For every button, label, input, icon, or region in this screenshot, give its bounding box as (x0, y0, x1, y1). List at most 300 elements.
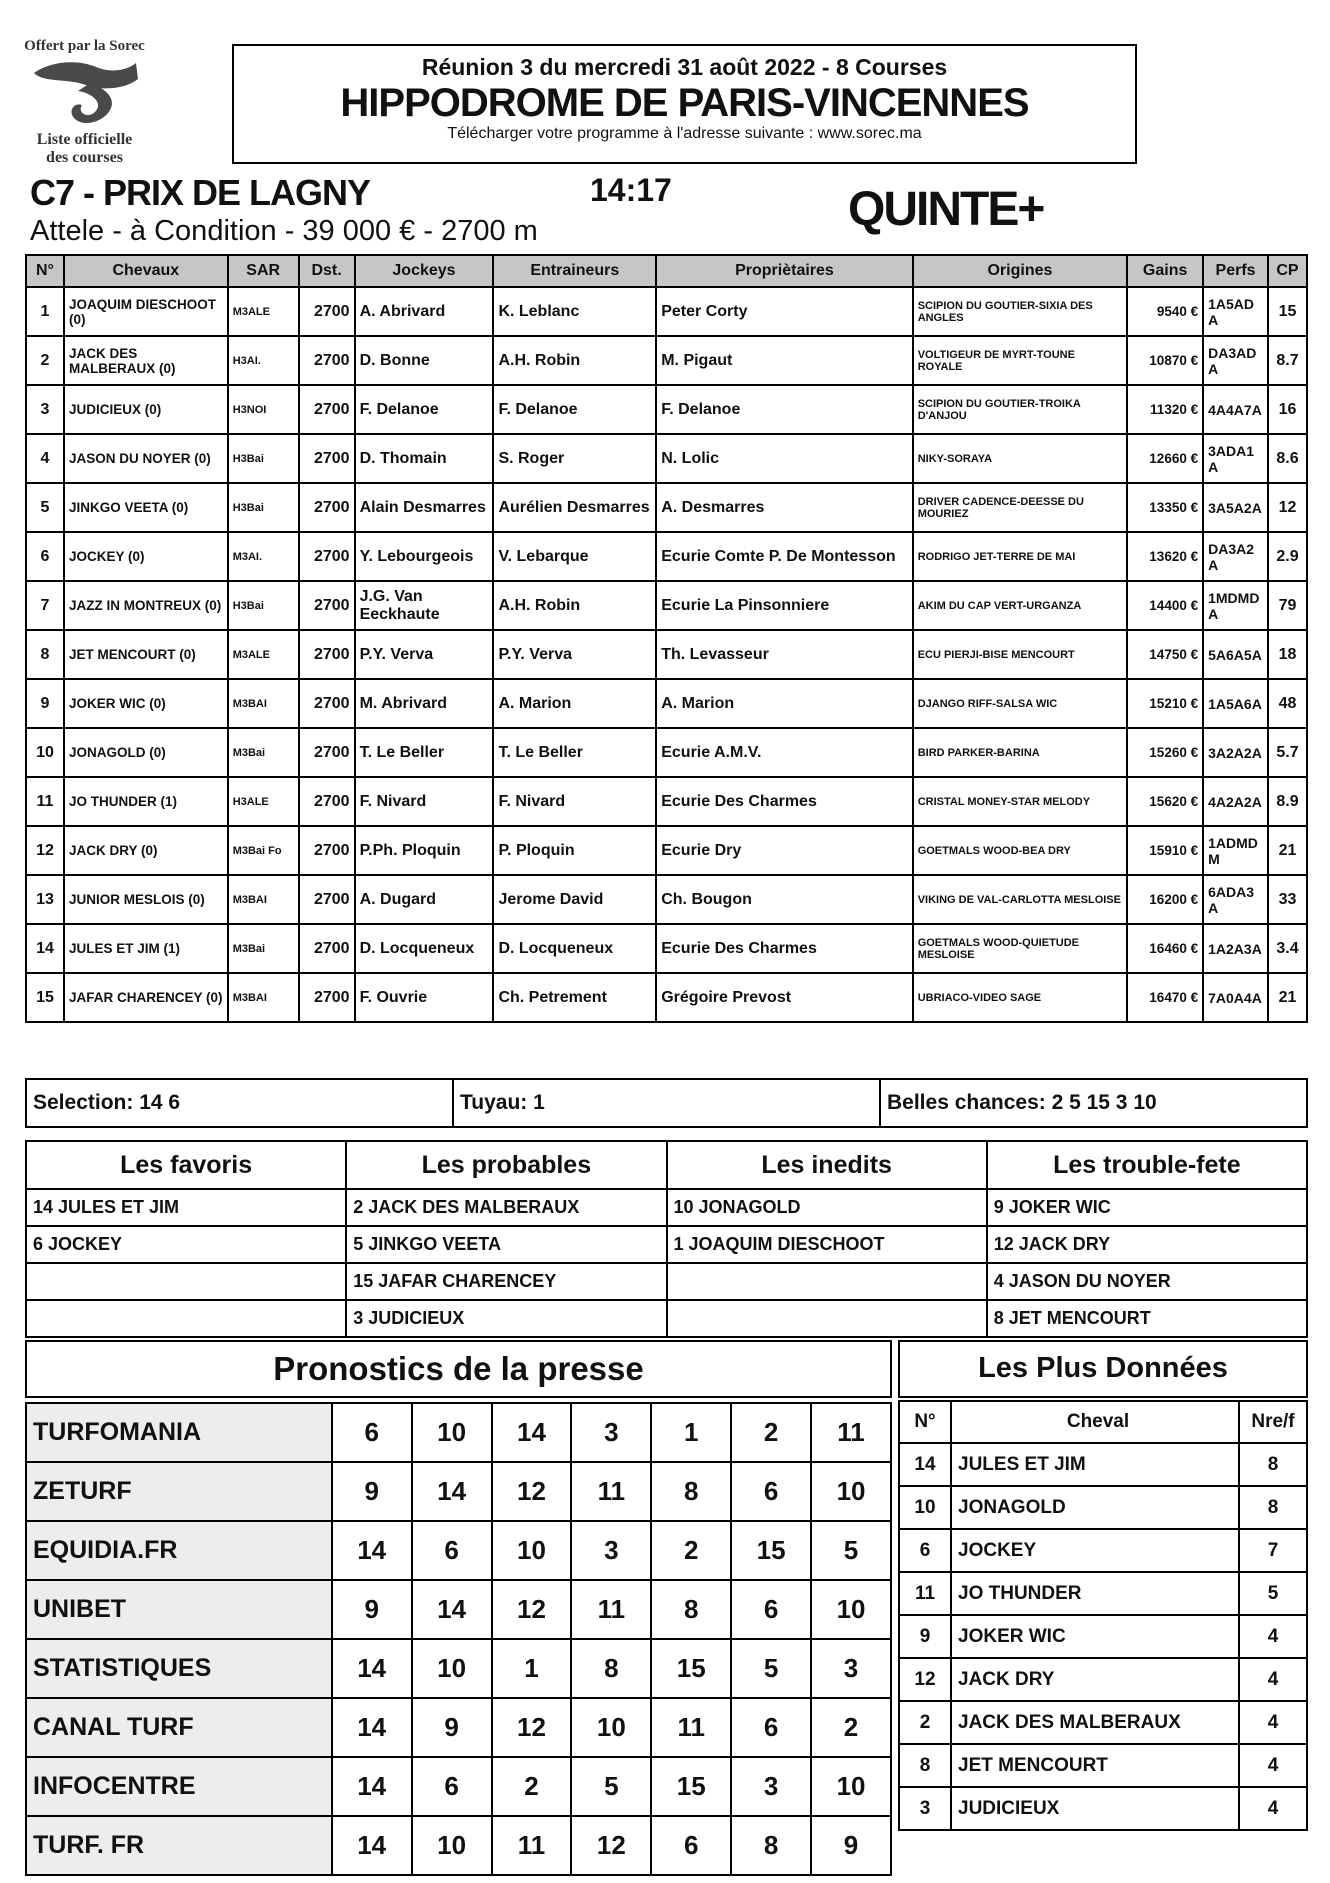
perfs-value: 4A2A2A (1203, 777, 1268, 826)
cp-value: 2.9 (1268, 532, 1307, 581)
runner-number: 6 (26, 532, 64, 581)
belles-chances-cell: Belles chances: 2 5 15 3 10 (880, 1079, 1307, 1127)
owner-name: Ecurie A.M.V. (656, 728, 912, 777)
cp-value: 21 (1268, 973, 1307, 1022)
press-table (25, 1402, 892, 1876)
press-pick-number: 5 (811, 1521, 891, 1580)
jockey-name: T. Le Beller (355, 728, 494, 777)
horse-name: JAZZ IN MONTREUX (0) (64, 581, 228, 630)
origins-value: GOETMALS WOOD-QUIETUDE MESLOISE (913, 924, 1128, 973)
pick-cell: 6 JOCKEY (26, 1226, 346, 1263)
press-pick-number: 8 (571, 1639, 651, 1698)
trainer-name: Aurélien Desmarres (493, 483, 656, 532)
gains-value: 15210 € (1127, 679, 1203, 728)
runner-number: 11 (26, 777, 64, 826)
press-pick-number: 14 (332, 1521, 412, 1580)
most-given-horse: JACK DES MALBERAUX (951, 1701, 1239, 1744)
horse-name: JUNIOR MESLOIS (0) (64, 875, 228, 924)
origins-value: NIKY-SORAYA (913, 434, 1128, 483)
column-header: SAR (228, 255, 299, 287)
runner-number: 15 (26, 973, 64, 1022)
most-given-count: 4 (1239, 1658, 1307, 1701)
press-row (26, 1757, 891, 1816)
selection-bar (25, 1078, 1308, 1128)
most-given-row (899, 1572, 1307, 1615)
press-pick-number: 8 (731, 1816, 811, 1875)
most-given-number: 10 (899, 1486, 951, 1529)
trainer-name: P.Y. Verva (493, 630, 656, 679)
press-pick-number: 10 (571, 1698, 651, 1757)
picks-row (26, 1226, 1307, 1263)
press-pick-number: 9 (412, 1698, 492, 1757)
cp-value: 18 (1268, 630, 1307, 679)
runner-row (26, 924, 1307, 973)
gains-value: 15910 € (1127, 826, 1203, 875)
origins-value: VIKING DE VAL-CARLOTTA MESLOISE (913, 875, 1128, 924)
press-pick-number: 5 (731, 1639, 811, 1698)
gains-value: 13620 € (1127, 532, 1203, 581)
press-pick-number: 2 (651, 1521, 731, 1580)
press-pick-number: 9 (332, 1462, 412, 1521)
press-pick-number: 14 (332, 1639, 412, 1698)
runner-number: 4 (26, 434, 64, 483)
cp-value: 33 (1268, 875, 1307, 924)
distance-value: 2700 (299, 434, 355, 483)
runners-table (25, 254, 1308, 1023)
runner-number: 5 (26, 483, 64, 532)
gains-value: 10870 € (1127, 336, 1203, 385)
cp-value: 12 (1268, 483, 1307, 532)
press-pick-number: 12 (492, 1698, 572, 1757)
most-given-row (899, 1443, 1307, 1486)
owner-name: Th. Levasseur (656, 630, 912, 679)
jockey-name: P.Y. Verva (355, 630, 494, 679)
gains-value: 16200 € (1127, 875, 1203, 924)
jockey-name: D. Bonne (355, 336, 494, 385)
most-given-column-header: N° (899, 1401, 951, 1443)
pick-cell: 8 JET MENCOURT (987, 1300, 1307, 1337)
distance-value: 2700 (299, 973, 355, 1022)
pick-cell: 9 JOKER WIC (987, 1189, 1307, 1226)
picks-row (26, 1189, 1307, 1226)
press-pick-number: 6 (731, 1698, 811, 1757)
most-given-count: 7 (1239, 1529, 1307, 1572)
perfs-value: 3ADA1A (1203, 434, 1268, 483)
most-given-row (899, 1529, 1307, 1572)
jockey-name: A. Abrivard (355, 287, 494, 336)
press-pick-number: 14 (412, 1580, 492, 1639)
owner-name: Peter Corty (656, 287, 912, 336)
most-given-horse: JET MENCOURT (951, 1744, 1239, 1787)
press-pick-number: 15 (731, 1521, 811, 1580)
trainer-name: A. Marion (493, 679, 656, 728)
sar-value: M3Bai (228, 728, 299, 777)
runner-row (26, 826, 1307, 875)
jockey-name: D. Thomain (355, 434, 494, 483)
pick-cell (26, 1263, 346, 1300)
perfs-value: DA3A2A (1203, 532, 1268, 581)
jockey-name: F. Ouvrie (355, 973, 494, 1022)
owner-name: A. Marion (656, 679, 912, 728)
column-header: Dst. (299, 255, 355, 287)
most-given-horse: JOCKEY (951, 1529, 1239, 1572)
press-pick-number: 10 (811, 1580, 891, 1639)
press-pick-number: 6 (412, 1757, 492, 1816)
runner-number: 8 (26, 630, 64, 679)
press-pick-number: 6 (731, 1462, 811, 1521)
pick-cell: 15 JAFAR CHARENCEY (346, 1263, 666, 1300)
download-line: Télécharger votre programme à l'adresse suivante : www.sorec.ma (447, 125, 922, 142)
column-header: Propriètaires (656, 255, 912, 287)
origins-value: SCIPION DU GOUTIER-TROIKA D'ANJOU (913, 385, 1128, 434)
runner-row (26, 581, 1307, 630)
column-header: Origines (913, 255, 1128, 287)
runners-header-row (26, 255, 1307, 287)
press-pick-number: 10 (412, 1403, 492, 1462)
owner-name: F. Delanoe (656, 385, 912, 434)
distance-value: 2700 (299, 385, 355, 434)
horse-name: JO THUNDER (1) (64, 777, 228, 826)
runner-row (26, 336, 1307, 385)
origins-value: BIRD PARKER-BARINA (913, 728, 1128, 777)
picks-header-row (26, 1141, 1307, 1189)
perfs-value: 3A2A2A (1203, 728, 1268, 777)
runner-row (26, 532, 1307, 581)
cp-value: 5.7 (1268, 728, 1307, 777)
press-outlet-name: UNIBET (26, 1580, 332, 1639)
cp-value: 48 (1268, 679, 1307, 728)
trainer-name: S. Roger (493, 434, 656, 483)
sar-value: H3Bai (228, 581, 299, 630)
perfs-value: 1A5ADA (1203, 287, 1268, 336)
runner-row (26, 973, 1307, 1022)
runner-row (26, 875, 1307, 924)
most-given-row (899, 1615, 1307, 1658)
sar-value: M3ALE (228, 287, 299, 336)
most-given-row (899, 1701, 1307, 1744)
press-pick-number: 2 (811, 1698, 891, 1757)
distance-value: 2700 (299, 826, 355, 875)
pick-cell: 2 JACK DES MALBERAUX (346, 1189, 666, 1226)
distance-value: 2700 (299, 679, 355, 728)
most-given-count: 4 (1239, 1787, 1307, 1830)
perfs-value: DA3ADA (1203, 336, 1268, 385)
most-given-column-header: Nre/f (1239, 1401, 1307, 1443)
picks-column-header: Les trouble-fete (987, 1141, 1307, 1189)
runner-row (26, 679, 1307, 728)
press-row (26, 1639, 891, 1698)
sorec-horse-icon (30, 57, 140, 129)
owner-name: M. Pigaut (656, 336, 912, 385)
owner-name: Ecurie Dry (656, 826, 912, 875)
picks-column-header: Les inedits (667, 1141, 987, 1189)
horse-name: JACK DES MALBERAUX (0) (64, 336, 228, 385)
perfs-value: 1A5A6A (1203, 679, 1268, 728)
most-given-number: 3 (899, 1787, 951, 1830)
pick-cell: 5 JINKGO VEETA (346, 1226, 666, 1263)
most-given-horse: JONAGOLD (951, 1486, 1239, 1529)
owner-name: Ecurie Comte P. De Montesson (656, 532, 912, 581)
gains-value: 14400 € (1127, 581, 1203, 630)
sar-value: H3Bai (228, 434, 299, 483)
origins-value: SCIPION DU GOUTIER-SIXIA DES ANGLES (913, 287, 1128, 336)
most-given-number: 9 (899, 1615, 951, 1658)
press-pick-number: 11 (492, 1816, 572, 1875)
cp-value: 21 (1268, 826, 1307, 875)
owner-name: A. Desmarres (656, 483, 912, 532)
sar-value: M3BAI (228, 875, 299, 924)
distance-value: 2700 (299, 875, 355, 924)
sar-value: H3NOI (228, 385, 299, 434)
selection-cell: Selection: 14 6 (26, 1079, 453, 1127)
press-outlet-name: TURF. FR (26, 1816, 332, 1875)
most-given-number: 2 (899, 1701, 951, 1744)
press-pick-number: 5 (571, 1757, 651, 1816)
picks-column-header: Les probables (346, 1141, 666, 1189)
origins-value: ECU PIERJI-BISE MENCOURT (913, 630, 1128, 679)
press-row (26, 1816, 891, 1875)
distance-value: 2700 (299, 287, 355, 336)
horse-name: JASON DU NOYER (0) (64, 434, 228, 483)
perfs-value: 1A2A3A (1203, 924, 1268, 973)
sar-value: M3Bai (228, 924, 299, 973)
distance-value: 2700 (299, 483, 355, 532)
perfs-value: 3A5A2A (1203, 483, 1268, 532)
gains-value: 15620 € (1127, 777, 1203, 826)
press-pick-number: 10 (492, 1521, 572, 1580)
picks-table (25, 1140, 1308, 1338)
perfs-value: 1MDMDA (1203, 581, 1268, 630)
pick-cell (667, 1300, 987, 1337)
perfs-value: 7A0A4A (1203, 973, 1268, 1022)
column-header: Jockeys (355, 255, 494, 287)
runner-row (26, 777, 1307, 826)
column-header: Entraineurs (493, 255, 656, 287)
horse-name: JACK DRY (0) (64, 826, 228, 875)
runner-number: 12 (26, 826, 64, 875)
cp-value: 8.9 (1268, 777, 1307, 826)
press-pick-number: 12 (492, 1462, 572, 1521)
horse-name: JOAQUIM DIESCHOOT (0) (64, 287, 228, 336)
column-header: N° (26, 255, 64, 287)
sar-value: H3ALE (228, 777, 299, 826)
perfs-value: 5A6A5A (1203, 630, 1268, 679)
most-given-count: 5 (1239, 1572, 1307, 1615)
most-given-title: Les Plus Données (898, 1340, 1308, 1398)
runner-number: 3 (26, 385, 64, 434)
pick-cell: 1 JOAQUIM DIESCHOOT (667, 1226, 987, 1263)
picks-row (26, 1300, 1307, 1337)
horse-name: JET MENCOURT (0) (64, 630, 228, 679)
column-header: Perfs (1203, 255, 1268, 287)
jockey-name: D. Locqueneux (355, 924, 494, 973)
owner-name: Grégoire Prevost (656, 973, 912, 1022)
press-pick-number: 6 (332, 1403, 412, 1462)
most-given-table (898, 1400, 1308, 1831)
press-pick-number: 9 (811, 1816, 891, 1875)
owner-name: Ecurie Des Charmes (656, 777, 912, 826)
trainer-name: F. Nivard (493, 777, 656, 826)
gains-value: 14750 € (1127, 630, 1203, 679)
trainer-name: Ch. Petrement (493, 973, 656, 1022)
gains-value: 9540 € (1127, 287, 1203, 336)
horse-name: JUDICIEUX (0) (64, 385, 228, 434)
most-given-horse: JO THUNDER (951, 1572, 1239, 1615)
origins-value: CRISTAL MONEY-STAR MELODY (913, 777, 1128, 826)
origins-value: VOLTIGEUR DE MYRT-TOUNE ROYALE (913, 336, 1128, 385)
jockey-name: P.Ph. Ploquin (355, 826, 494, 875)
press-row (26, 1403, 891, 1462)
jockey-name: J.G. Van Eeckhaute (355, 581, 494, 630)
horse-name: JINKGO VEETA (0) (64, 483, 228, 532)
runner-row (26, 630, 1307, 679)
picks-column-header: Les favoris (26, 1141, 346, 1189)
runner-row (26, 728, 1307, 777)
sar-value: M3ALE (228, 630, 299, 679)
runner-number: 10 (26, 728, 64, 777)
press-outlet-name: CANAL TURF (26, 1698, 332, 1757)
press-pick-number: 10 (412, 1639, 492, 1698)
distance-value: 2700 (299, 728, 355, 777)
press-pick-number: 1 (651, 1403, 731, 1462)
press-pick-number: 14 (332, 1816, 412, 1875)
runner-number: 1 (26, 287, 64, 336)
press-row (26, 1462, 891, 1521)
most-given-row (899, 1744, 1307, 1787)
meeting-header (232, 44, 1137, 164)
most-given-number: 11 (899, 1572, 951, 1615)
press-pick-number: 9 (332, 1580, 412, 1639)
cp-value: 79 (1268, 581, 1307, 630)
most-given-number: 12 (899, 1658, 951, 1701)
sorec-logo (22, 38, 147, 168)
column-header: Gains (1127, 255, 1203, 287)
press-row (26, 1698, 891, 1757)
perfs-value: 1ADMDM (1203, 826, 1268, 875)
sar-value: H3AI. (228, 336, 299, 385)
gains-value: 11320 € (1127, 385, 1203, 434)
trainer-name: P. Ploquin (493, 826, 656, 875)
most-given-number: 8 (899, 1744, 951, 1787)
press-pick-number: 3 (571, 1403, 651, 1462)
race-time: 14:17 (590, 172, 672, 208)
owner-name: Ch. Bougon (656, 875, 912, 924)
origins-value: GOETMALS WOOD-BEA DRY (913, 826, 1128, 875)
press-pick-number: 14 (332, 1757, 412, 1816)
pick-cell: 4 JASON DU NOYER (987, 1263, 1307, 1300)
jockey-name: A. Dugard (355, 875, 494, 924)
most-given-horse: JUDICIEUX (951, 1787, 1239, 1830)
distance-value: 2700 (299, 630, 355, 679)
pick-cell: 3 JUDICIEUX (346, 1300, 666, 1337)
trainer-name: V. Lebarque (493, 532, 656, 581)
pick-cell: 10 JONAGOLD (667, 1189, 987, 1226)
press-pick-number: 14 (412, 1462, 492, 1521)
most-given-header-row (899, 1401, 1307, 1443)
jockey-name: Y. Lebourgeois (355, 532, 494, 581)
press-pick-number: 10 (811, 1757, 891, 1816)
most-given-row (899, 1486, 1307, 1529)
origins-value: RODRIGO JET-TERRE DE MAI (913, 532, 1128, 581)
horse-name: JOCKEY (0) (64, 532, 228, 581)
press-row (26, 1580, 891, 1639)
cp-value: 15 (1268, 287, 1307, 336)
trainer-name: D. Locqueneux (493, 924, 656, 973)
trainer-name: F. Delanoe (493, 385, 656, 434)
pick-cell: 14 JULES ET JIM (26, 1189, 346, 1226)
most-given-row (899, 1658, 1307, 1701)
press-pick-number: 6 (731, 1580, 811, 1639)
press-pick-number: 10 (412, 1816, 492, 1875)
runner-number: 2 (26, 336, 64, 385)
horse-name: JAFAR CHARENCEY (0) (64, 973, 228, 1022)
press-pick-number: 14 (332, 1698, 412, 1757)
press-pick-number: 11 (571, 1580, 651, 1639)
runner-row (26, 385, 1307, 434)
cp-value: 3.4 (1268, 924, 1307, 973)
press-pick-number: 6 (412, 1521, 492, 1580)
jockey-name: F. Nivard (355, 777, 494, 826)
press-pick-number: 2 (492, 1757, 572, 1816)
press-outlet-name: EQUIDIA.FR (26, 1521, 332, 1580)
gains-value: 13350 € (1127, 483, 1203, 532)
origins-value: DJANGO RIFF-SALSA WIC (913, 679, 1128, 728)
trainer-name: A.H. Robin (493, 581, 656, 630)
press-pick-number: 11 (811, 1403, 891, 1462)
logo-bottom-text-1: Liste officielle (36, 131, 133, 148)
trainer-name: Jerome David (493, 875, 656, 924)
sar-value: M3BAI (228, 679, 299, 728)
most-given-count: 4 (1239, 1701, 1307, 1744)
press-outlet-name: INFOCENTRE (26, 1757, 332, 1816)
owner-name: N. Lolic (656, 434, 912, 483)
press-pick-number: 15 (651, 1757, 731, 1816)
most-given-count: 8 (1239, 1486, 1307, 1529)
perfs-value: 4A4A7A (1203, 385, 1268, 434)
column-header: CP (1268, 255, 1307, 287)
most-given-number: 6 (899, 1529, 951, 1572)
trainer-name: A.H. Robin (493, 336, 656, 385)
distance-value: 2700 (299, 336, 355, 385)
press-row (26, 1521, 891, 1580)
logo-bottom-text-2: des courses (46, 149, 123, 167)
jockey-name: Alain Desmarres (355, 483, 494, 532)
runner-row (26, 483, 1307, 532)
jockey-name: M. Abrivard (355, 679, 494, 728)
press-pick-number: 14 (492, 1403, 572, 1462)
press-pick-number: 11 (651, 1698, 731, 1757)
origins-value: UBRIACO-VIDEO SAGE (913, 973, 1128, 1022)
press-outlet-name: ZETURF (26, 1462, 332, 1521)
gains-value: 16470 € (1127, 973, 1203, 1022)
race-conditions: Attele - à Condition - 39 000 € - 2700 m (30, 215, 538, 247)
owner-name: Ecurie La Pinsonniere (656, 581, 912, 630)
picks-row (26, 1263, 1307, 1300)
distance-value: 2700 (299, 581, 355, 630)
press-pick-number: 3 (731, 1757, 811, 1816)
press-section-title: Pronostics de la presse (25, 1340, 892, 1398)
horse-name: JOKER WIC (0) (64, 679, 228, 728)
press-pick-number: 1 (492, 1639, 572, 1698)
runner-row (26, 434, 1307, 483)
distance-value: 2700 (299, 532, 355, 581)
gains-value: 16460 € (1127, 924, 1203, 973)
press-pick-number: 15 (651, 1639, 731, 1698)
runner-number: 14 (26, 924, 64, 973)
most-given-horse: JULES ET JIM (951, 1443, 1239, 1486)
most-given-count: 4 (1239, 1744, 1307, 1787)
selection-row (26, 1079, 1307, 1127)
